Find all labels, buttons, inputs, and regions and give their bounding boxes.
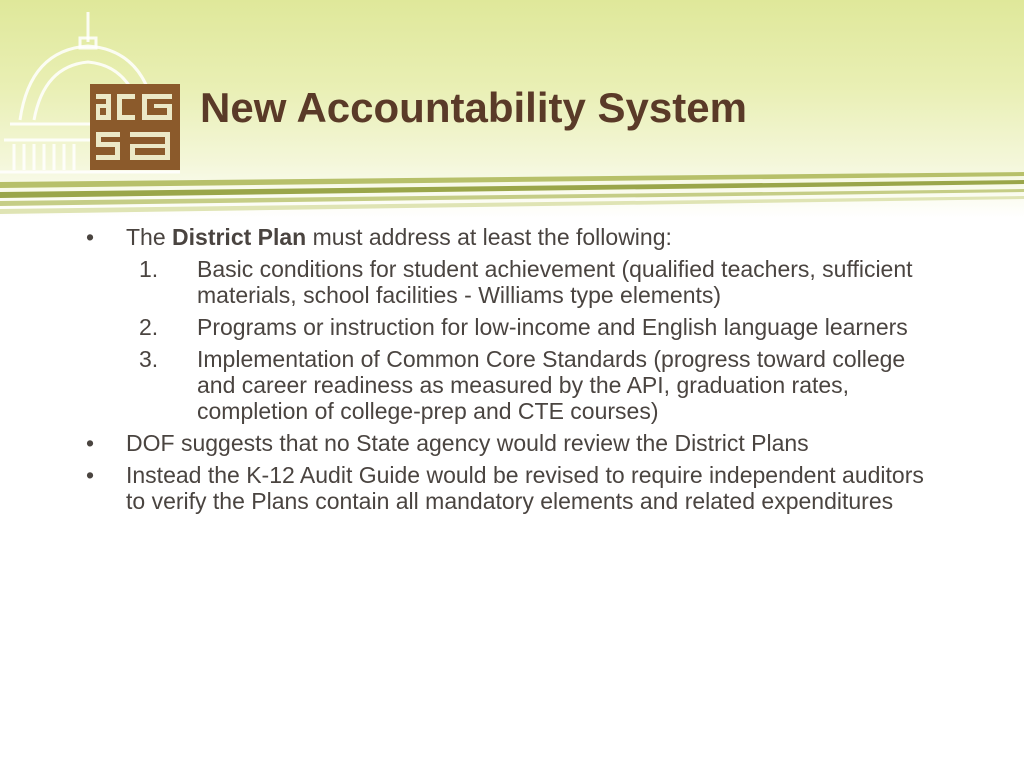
bullet-text: DOF suggests that no State agency would review the District Plans [126,430,809,456]
item-text: Basic conditions for student achievement (qualified teachers, sufficient materials, school facilities - Williams type elements) [197,256,913,308]
item-text: Implementation of Common Core Standards (progress toward college and career readiness as measured by the API, graduation rates, completion of college-prep and CTE courses) [197,346,906,424]
slide-title: New Accountability System [200,84,747,131]
bullet-mark: • [86,462,95,488]
header-divider-stripes [0,170,1024,220]
item-number: 2. [139,314,159,340]
item-text: Programs or instruction for low-income and English language learners [197,314,908,340]
acsa-logo-icon [90,84,180,170]
bullet-item [86,430,946,456]
slide-body [86,224,946,520]
bullet-mark: • [86,430,95,456]
numbered-item [126,346,946,424]
numbered-item [126,256,946,308]
bullet-item [86,224,946,424]
bullet-text-prefix: The [126,224,173,250]
numbered-list [86,256,946,424]
item-number: 1. [139,256,159,282]
bullet-item [86,462,946,514]
bullet-mark: • [86,224,95,250]
numbered-item [126,314,946,340]
item-number: 3. [139,346,159,372]
bullet-text: Instead the K-12 Audit Guide would be revised to require independent auditors to verify the Plans contain all mandatory elements and related expenditures [126,462,924,514]
bullet-text-suffix: must address at least the following: [306,224,672,250]
bullet-text-bold: District Plan [172,224,307,250]
